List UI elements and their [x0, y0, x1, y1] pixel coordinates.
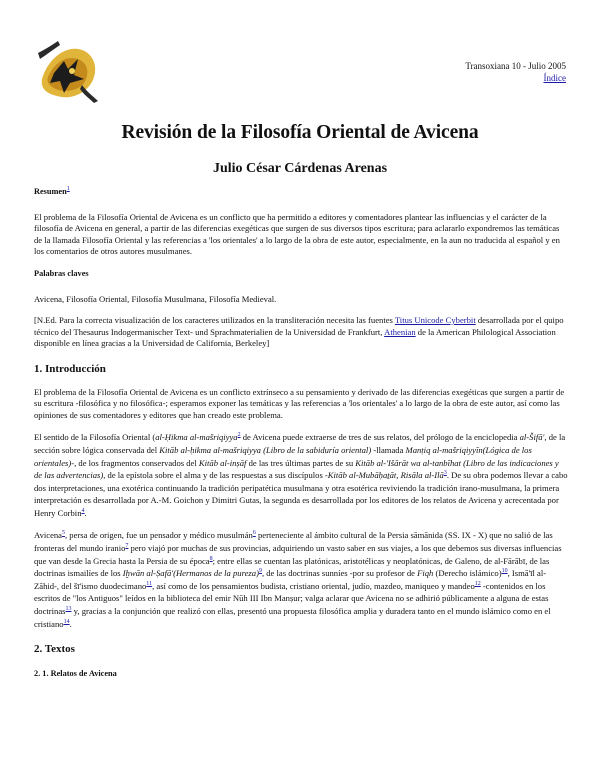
intro-paragraph-3: Avicena$^5$, persa de origen, fue un pensador y médico musulmán$^6$ perteneciente al ámbito cultural de la Persia sāmānida (SS. IX - X) que no salió de las fronteras del mundo iranio$^7$ pero viajó por muchas de sus provincias, adquiriendo un vasto saber en sus viajes, a los que debemos sus diversas influencias que van desde la Grecia hasta la Persia de su época$^8$; entre ellas se cuentan las platónicas, aristotélicas y neoplatónicas, de Galeno, de al-Fārābī, de las doctrinas ismailíes de los Iḫwān al-Ṣafā'(Hermanos de la pureza)$^9$, de las doctrinas sunníes -por su profesor de Fiqh (Derecho islámico)$^{10}$, Ismā'īl al-Zāhid-, del šī'ismo duodecimano$^{11}$, así como de los pensamientos budista, cristiano oriental, judío, mazdeo, maniqueo y mandeo$^{12}$ -contenidos en los escritos de "los Antiguos" leídos en la biblioteca del emir Nūh III Ibn Manṣur; valga aclarar que Avicena no se adhirió públicamente a alguna de estas doctrinas$^{13}$ y, gracias a la conjunción que realizó con ellas, presentó una propuesta filosófica amplia y duradera tanto en el mundo islámico como en el cristiano$^{14}$. [34, 530, 562, 629]
athenian-font-link[interactable]: Athenian [384, 326, 416, 337]
titus-font-link[interactable]: Titus Unicode Cyberbit [394, 315, 476, 326]
author-name: Julio César Cárdenas Arenas [212, 161, 388, 176]
journal-header [465, 60, 566, 84]
footnote-link-13[interactable]: 13 [65, 606, 72, 613]
footnote-link-9[interactable]: 9 [258, 568, 262, 575]
footnote-link-11[interactable]: 11 [146, 580, 153, 587]
article-body [34, 186, 568, 679]
footnote-link-4[interactable]: 4 [81, 508, 85, 515]
abstract-text: El problema de la Filosofía Oriental de Avicena es un conflicto que ha permitido a editores y comentadores plantear las influencias y el carácter de la filosofía de Avicena en general, a partir de las diferencias exegéticas que surgen de sus diversos tipos escritura; para aclararlo expondremos las temáticas de la llamada Filosofía Oriental y las referencias a 'los orientales' a lo largo de la obra de este autor, especialmente, en la aun no traducida al español y en los comentarios de otros autores musulmanes. [34, 211, 560, 257]
footnote-link-7[interactable]: 7 [125, 543, 129, 550]
index-link[interactable]: Índice [543, 73, 566, 83]
footnote-link-2[interactable]: 2 [237, 432, 241, 439]
journal-issue: Transoxiana 10 - Julio 2005 [465, 61, 566, 71]
section-heading-textos: 2. Textos [34, 643, 75, 656]
abstract-label-line [34, 186, 568, 198]
footnote-link-1[interactable]: 1 [66, 186, 70, 193]
footnote-link-8[interactable]: 8 [209, 555, 213, 562]
abstract-label: Resumen [34, 187, 67, 196]
footnote-link-6[interactable]: 6 [252, 530, 256, 537]
footnote-link-10[interactable]: 10 [501, 568, 508, 575]
page-title: Revisión de la Filosofía Oriental de Avicena [121, 122, 479, 143]
editor-note: [N.Ed. Para la correcta visualización de los caracteres utilizados en la transliteración necesita las fuentes Titus Unicode Cyberbit desarrollada por el quipo técnico del Thesaurus Indogermanischer Text- und Sprachmaterialien de la Universidad de Frankfurt, Athenian de la American Philological Association disponible en línea gracias a la Universidad de California, Berkeley] [34, 315, 564, 349]
footnote-link-12[interactable]: 12 [474, 580, 481, 587]
intro-paragraph-1: El problema de la Filosofía Oriental de Avicena es un conflicto extrínseco a su pensamiento y derivado de las diferencias exegéticas que surgen a partir de su escritura -filosófica y no filosófica-; esperamos exponer las temáticas y las referencias a 'los orientales' a lo largo de la obra de este autor, así como las opiniones de sus comentadores y editores que han creado este problema. [34, 386, 565, 420]
journal-logo [34, 39, 101, 106]
footnote-link-3[interactable]: 3 [443, 470, 447, 477]
keywords-text: Avicena, Filosofía Oriental, Filosofía Musulmana, Filosofía Medieval. [34, 293, 277, 304]
intro-paragraph-2: El sentido de la Filosofía Oriental (al-Ḥikma al-mašriqiyya$^2$ de Avicena puede extraerse de tres de sus relatos, del prólogo de la enciclopedia al-Šifā', de la sección sobre lógica conservada del Kitāb al-ḥikma al-mašriqiyya (Libro de la sabiduría oriental) -llamada Manṭiq al-mašriqiyyīn(Lógica de los orientales)-, de los fragmentos conservados del Kitāb al-inṣāf de las tres últimas partes de su Kitāb al-'Išārāt wa al-tanbīhat (Libro de las indicaciones y de las advertencias), de la epístola sobre el alma y de las respuestas a sus discípulos -Kitāb al-Mubāḥaṯāt, Risāla al-Ilā$^3$. De su obra podemos llevar a cabo dos interpretaciones, una exotérica continuando la tradición peripatética musulmana y otra esotérica reviviendo la tradición irano-musulmana, la primera interpretación es desarrollada por A.-M. Goichon y Dimitri Gutas, la segunda es desarrollada por los editores de los relatos de Avicena y acrecentada por Henry Corbin$^4$. [34, 432, 568, 518]
subsection-heading-relatos: 2. 1. Relatos de Avicena [34, 668, 117, 678]
footnote-link-14[interactable]: 14 [63, 618, 70, 625]
section-heading-introduction: 1. Introducción [34, 362, 106, 375]
keywords-label: Palabras claves [34, 268, 89, 278]
footnote-link-5[interactable]: 5 [62, 530, 65, 537]
